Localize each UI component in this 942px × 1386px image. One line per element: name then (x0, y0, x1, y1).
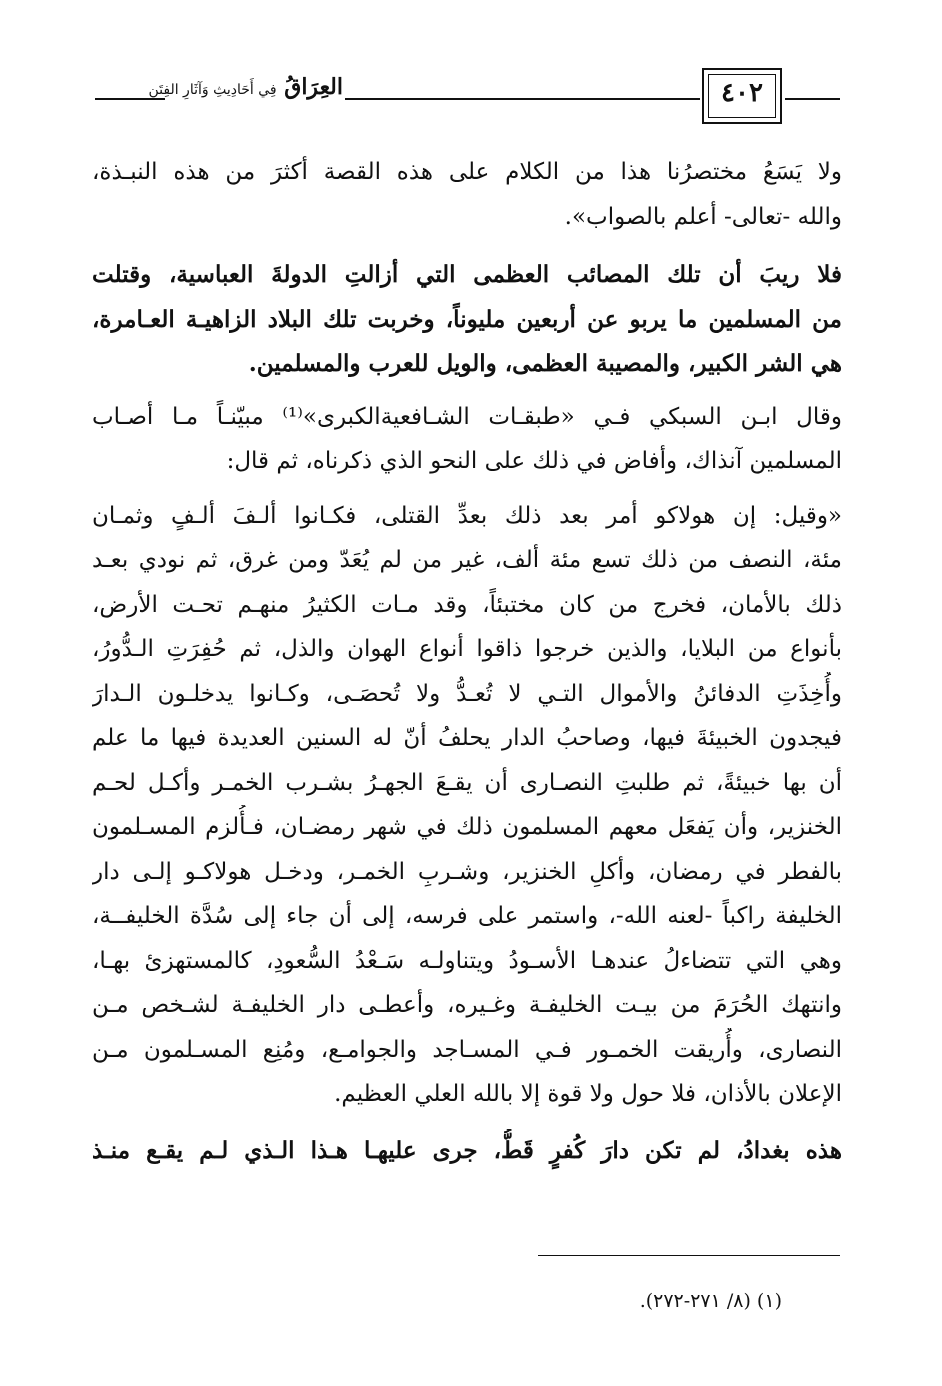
paragraph-bold (92, 1129, 842, 1174)
header-rule-middle (345, 98, 700, 100)
quoted-paragraph (92, 494, 842, 1117)
text-line: هذه بغدادُ، لم تكن دارَ كُفرٍ قَطُّ، جرى عليهـا هـذا الـذي لـم يقـع منـذ (92, 1136, 842, 1164)
text-line: النصارى، وأُريقت الخمـور فـي المسـاجد والجوامـع، ومُنِع المسـلمون مـن (92, 1036, 842, 1063)
text-line: من المسلمين ما يربو عن أربعين مليوناً، وخربت تلك البلاد الزاهيـة العـامرة، (92, 305, 842, 333)
text-line: «وقيل: إن هولاكو أمر بعد ذلك بعدِّ القتلى، فكـانوا ألـفَ ألـفٍ وثمـان (92, 502, 842, 529)
text-line: المسلمين آنذاك، وأفاض في ذلك على النحو الذي ذكرناه، ثم قال: (226, 448, 842, 474)
text-line: أن بها خبيئةً، ثم طلبتِ النصـارى أن يقـعَ الجهـرُ بشـرب الخمـر وأكـل لحـم (92, 769, 842, 796)
page-number: ٤٠٢ (721, 78, 763, 108)
footnote-separator (538, 1255, 840, 1256)
page-header (95, 58, 840, 128)
running-book-title (148, 72, 343, 105)
text-line: بالفطر في رمضان، وأكلِ الخنزير، وشـربِ الخمـر، ودخـل هولاكـو إلـى دار (92, 858, 842, 885)
book-title-sub: فِي أَحَادِيثِ وَآثَارِ الفِتَنِ (148, 82, 277, 98)
body-text (92, 150, 842, 1173)
text-line: ذلك بالأمان، فخرج من كان مختبئاً، وقد مـات الكثيرُ منهـم تحـت الأرض، (92, 591, 842, 618)
text-line: فلا ريبَ أن تلك المصائب العظمى التي أزالتِ الدولةَ العباسية، وقتلت (92, 261, 842, 288)
footnote-1: (١) (٨/ ٢٧١-٢٧٢). (639, 1290, 782, 1312)
text-line: الإعلان بالأذان، فلا حول ولا قوة إلا بالله العلي العظيم. (334, 1081, 842, 1107)
text-line: وقال ابـن السبكي فـي «طبقـات الشـافعيةالكبرى»⁽¹⁾ مبيّنـاً مـا أصـاب (92, 403, 842, 430)
text-line: بأنواع من البلايا، والذين خرجوا ذاقوا أنواع الهوان والذل، ثم حُفِرَتِ الـدُّورُ، (92, 636, 842, 662)
text-line: الخنزير، وأن يَفعَل معهم المسلمون ذلك في شهر رمضـان، فـأُلزم المسـلمون (92, 814, 842, 840)
text-line: ولا يَسَعُ مختصرُنا هذا من الكلام على هذه القصة أكثرَ من هذه النبـذة، (92, 159, 842, 185)
text-line: هي الشر الكبير، والمصيبة العظمى، والويل للعرب والمسلمين. (248, 350, 842, 377)
text-line: وهي التي تتضاءلُ عندهـا الأسـودُ ويتناولـه سَـعْدُ السُّعودِ، كالمستهزئ بهـا، (92, 947, 842, 974)
paragraph (92, 150, 842, 239)
paragraph (92, 395, 842, 484)
book-title-main: العِرَاقُ (284, 74, 343, 100)
page-number-frame (702, 68, 782, 124)
text-line: وأُخِذَتِ الدفائنُ والأموال التـي لا تُعـدُّ ولا تُحصَـى، وكـانوا يدخلـون الـدارَ (92, 680, 842, 707)
header-rule-right (785, 98, 840, 100)
text-line: فيجدون الخبيئةَ فيها، وصاحبُ الدار يحلفُ أنّ له السنين العديدة فيها ما علم (92, 725, 842, 751)
text-line: وانتهك الحُرَمَ من بيـت الخليفـة وغـيره، وأعطـى دار الخليفـة لشـخص مـن (92, 992, 842, 1018)
text-line: مئة، النصف من ذلك تسع مئة ألف، غير من لم يُعَدّ ومن غرق، ثم نودي بعـد (92, 547, 842, 573)
text-line: والله -تعالى- أعلم بالصواب». (564, 203, 842, 230)
text-line: الخليفة راكباً -لعنه الله-، واستمر على فرسه، إلى أن جاء إلى سُدَّة الخليفــة، (92, 903, 842, 929)
paragraph-bold (92, 253, 842, 387)
